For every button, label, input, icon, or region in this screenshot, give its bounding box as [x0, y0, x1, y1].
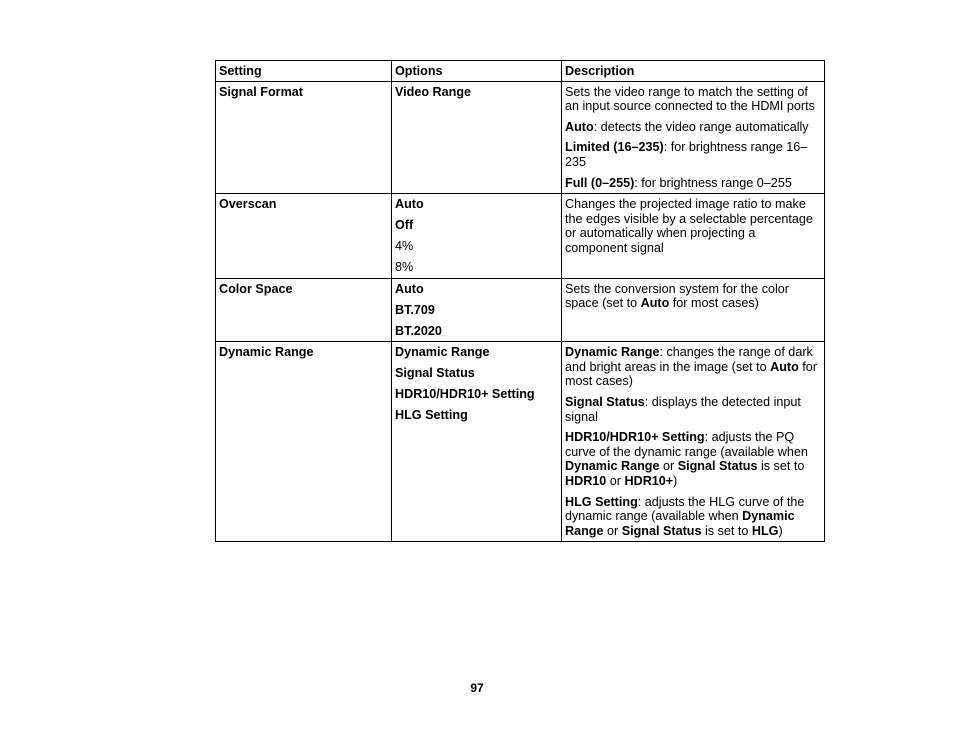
description-term: Signal Status: [565, 395, 645, 410]
description-paragraph: [565, 345, 821, 389]
option-value: 4%: [395, 239, 414, 254]
description-cell: [562, 278, 825, 342]
setting-cell: [216, 81, 392, 194]
description-term: Full (0–255): [565, 175, 635, 190]
description-text: : for brightness range 16–235: [565, 140, 808, 169]
options-cell: [392, 194, 562, 279]
description-term: Dynamic Range: [565, 345, 660, 360]
setting-cell: [216, 342, 392, 542]
option-value: Signal Status: [395, 366, 475, 381]
settings-table: [215, 60, 825, 542]
option-value: HLG Setting: [395, 408, 468, 423]
table-row: [216, 278, 825, 342]
description-paragraph: [565, 197, 821, 255]
column-header-options: Options: [392, 61, 562, 82]
option-value: HDR10/HDR10+ Setting: [395, 387, 535, 402]
description-cell: [562, 81, 825, 194]
description-text: or: [603, 523, 622, 538]
description-cell: [562, 194, 825, 279]
description-paragraph: [565, 282, 821, 311]
header-row: [216, 61, 825, 82]
setting-name: Dynamic Range: [219, 345, 314, 360]
description-term: Auto: [565, 119, 594, 134]
description-paragraph: [565, 120, 821, 135]
description-term: Dynamic Range: [565, 509, 795, 538]
setting-name: Signal Format: [219, 84, 303, 99]
description-paragraph: [565, 85, 821, 114]
option-value: Auto: [395, 281, 424, 296]
setting-name: Color Space: [219, 281, 293, 296]
description-text: : displays the detected input signal: [565, 395, 801, 424]
description-text: ): [673, 474, 678, 489]
table-header: [216, 61, 825, 82]
description-text: is set to: [757, 459, 805, 474]
description-text: : adjusts the HLG curve of the dynamic range (available when: [565, 494, 805, 524]
description-text: Sets the conversion system for the color space (set to: [565, 281, 789, 311]
table-row: [216, 81, 825, 194]
description-text: or: [606, 474, 625, 489]
description-term: Dynamic Range: [565, 459, 660, 474]
table-row: [216, 342, 825, 542]
description-term: HDR10/HDR10+ Setting: [565, 430, 705, 445]
description-text: or: [659, 459, 678, 474]
setting-name: Overscan: [219, 197, 277, 212]
description-paragraph: [565, 176, 821, 191]
description-term: Limited (16–235): [565, 140, 664, 155]
setting-cell: [216, 278, 392, 342]
options-cell: [392, 278, 562, 342]
description-text: Sets the video range to match the setting of an input source connected to the HDMI ports: [565, 84, 815, 114]
description-term: Auto: [770, 359, 799, 374]
description-term: HLG Setting: [565, 494, 638, 509]
description-text: : changes the range of dark and bright areas in the image (set to: [565, 345, 813, 374]
page-number: 97: [470, 681, 484, 695]
description-term: Signal Status: [677, 459, 758, 474]
table-body: [216, 81, 825, 542]
column-header-description: Description: [562, 61, 825, 82]
description-text: : for brightness range 0–255: [634, 175, 792, 190]
description-text: : adjusts the PQ curve of the dynamic range (available when: [565, 430, 808, 459]
description-paragraph: [565, 430, 821, 488]
description-term: HDR10+: [624, 474, 674, 489]
options-cell: [392, 342, 562, 542]
description-text: is set to: [701, 523, 752, 538]
description-term: Signal Status: [621, 523, 702, 538]
description-text: : detects the video range automatically: [593, 119, 809, 134]
description-term: HLG: [751, 523, 779, 538]
description-text: for most cases): [565, 359, 818, 389]
table-row: [216, 194, 825, 279]
option-value: Auto: [395, 197, 424, 212]
option-value: Dynamic Range: [395, 345, 490, 360]
description-text: Changes the projected image ratio to make the edges visible by a selectable percentage or automatically when projecting a component signal: [565, 197, 813, 255]
description-paragraph: [565, 495, 821, 539]
option-value: 8%: [395, 260, 414, 275]
setting-cell: [216, 194, 392, 279]
description-text: for most cases): [669, 296, 759, 311]
option-value: Off: [395, 218, 414, 233]
option-value: BT.709: [395, 302, 435, 317]
description-text: ): [778, 523, 783, 538]
description-paragraph: [565, 395, 821, 424]
description-paragraph: [565, 140, 821, 169]
description-term: HDR10: [565, 474, 607, 489]
option-value: Video Range: [395, 84, 472, 99]
options-cell: [392, 81, 562, 194]
description-term: Auto: [640, 296, 670, 311]
description-cell: [562, 342, 825, 542]
column-header-setting: Setting: [216, 61, 392, 82]
option-value: BT.2020: [395, 323, 442, 338]
